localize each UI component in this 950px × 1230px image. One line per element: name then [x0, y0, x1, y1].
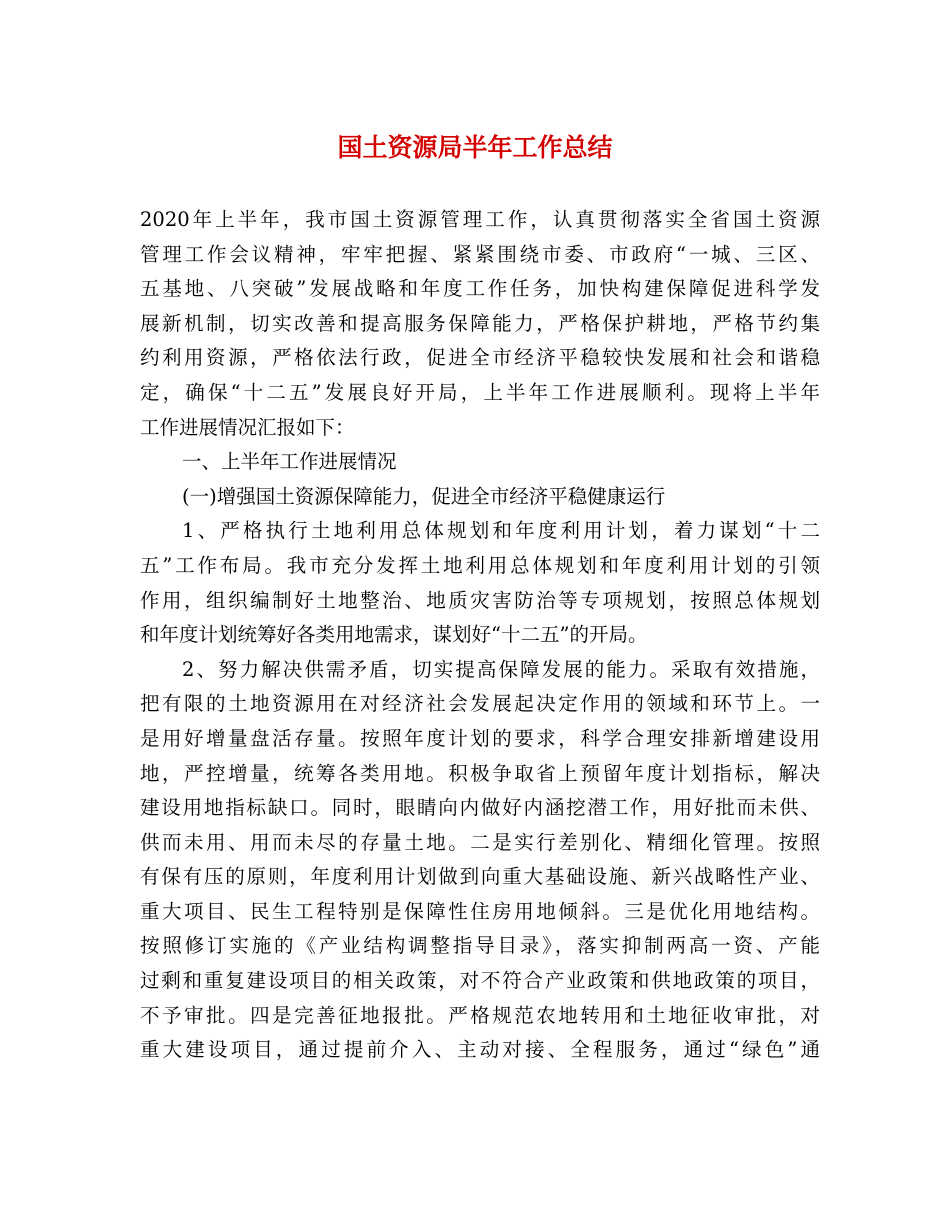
body-line: 管理工作会议精神，牢牢把握、紧紧围绕市委、市政府“一城、三区、 [140, 242, 820, 266]
document-title: 国土资源局半年工作总结 [337, 133, 613, 162]
body-line: 五”工作布局。我市充分发挥土地利用总体规划和年度利用计划的引领 [140, 553, 820, 577]
body-line: 过剩和重复建设项目的相关政策，对不符合产业政策和供地政策的项目， [140, 969, 820, 993]
body-line: 重大建设项目，通过提前介入、主动对接、全程服务，通过“绿色”通 [140, 1038, 820, 1062]
body-line: 有保有压的原则，年度利用计划做到向重大基础设施、新兴战略性产业、 [140, 865, 820, 889]
body-line: 重大项目、民生工程特别是保障性住房用地倾斜。三是优化用地结构。 [140, 899, 820, 923]
body-line: 2020年上半年，我市国土资源管理工作，认真贯彻落实全省国土资源 [140, 208, 820, 231]
body-line: 不予审批。四是完善征地报批。严格规范农地转用和土地征收审批，对 [140, 1003, 820, 1027]
body-line: 定，确保“十二五”发展良好开局，上半年工作进展顺利。现将上半年 [140, 380, 820, 404]
body-line: 1、严格执行土地利用总体规划和年度利用计划，着力谋划“十二 [182, 519, 820, 543]
body-line: 作用，组织编制好土地整治、地质灾害防治等专项规划，按照总体规划 [140, 588, 820, 612]
body-line: 和年度计划统筹好各类用地需求，谋划好“十二五”的开局。 [140, 623, 648, 647]
body-line: 约利用资源，严格依法行政，促进全市经济平稳较快发展和社会和谐稳 [140, 346, 820, 370]
body-line: 展新机制，切实改善和提高服务保障能力，严格保护耕地，严格节约集 [140, 311, 820, 335]
body-line: 2、努力解决供需矛盾，切实提高保障发展的能力。采取有效措施， [182, 657, 820, 681]
body-line: (一)增强国土资源保障能力，促进全市经济平稳健康运行 [182, 484, 666, 508]
body-line: 建设用地指标缺口。同时，眼睛向内做好内涵挖潜工作，用好批而未供、 [140, 796, 820, 820]
body-line: 按照修订实施的《产业结构调整指导目录》，落实抑制两高一资、产能 [140, 934, 820, 958]
body-line: 工作进展情况汇报如下： [140, 415, 355, 439]
body-line: 地，严控增量，统筹各类用地。积极争取省上预留年度计划指标，解决 [140, 761, 820, 785]
body-line: 供而未用、用而未尽的存量土地。二是实行差别化、精细化管理。按照 [140, 830, 820, 854]
body-line: 一、上半年工作进展情况 [182, 450, 397, 474]
body-line: 把有限的土地资源用在对经济社会发展起决定作用的领域和环节上。一 [140, 692, 820, 716]
body-line: 是用好增量盘活存量。按照年度计划的要求，科学合理安排新增建设用 [140, 726, 820, 750]
document-body [140, 203, 820, 1068]
body-line: 五基地、八突破”发展战略和年度工作任务，加快构建保障促进科学发 [140, 277, 820, 301]
